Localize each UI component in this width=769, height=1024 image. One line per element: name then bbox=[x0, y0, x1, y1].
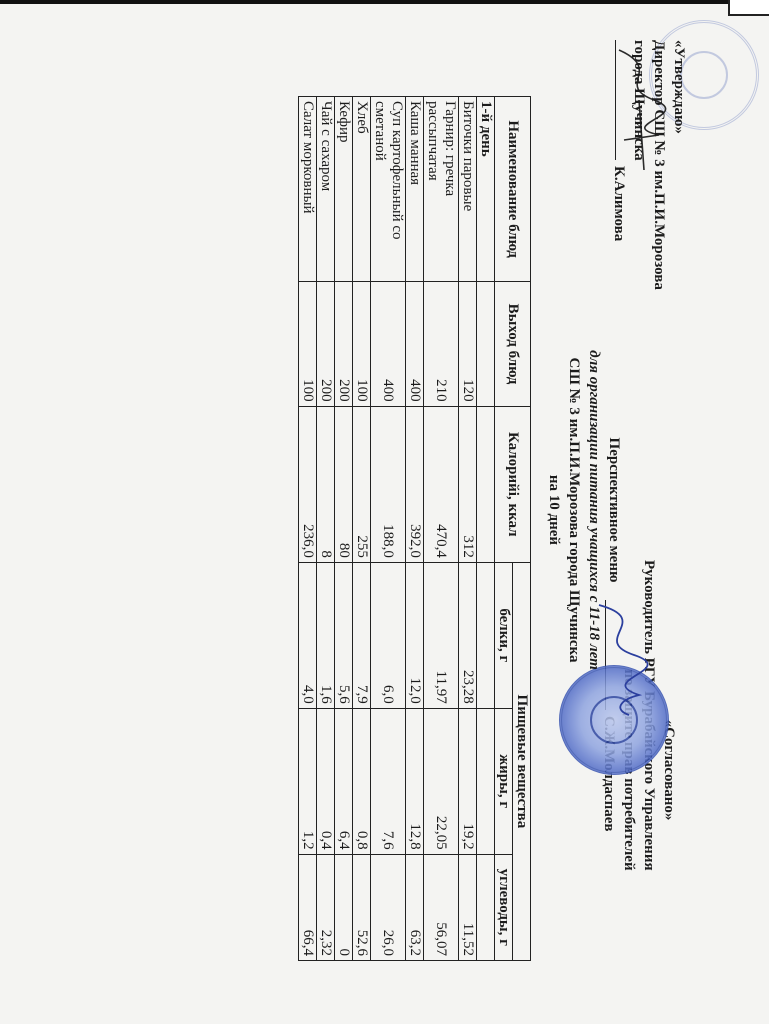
dish-proteins: 1,6 bbox=[317, 562, 335, 708]
dish-proteins: 5,6 bbox=[335, 562, 353, 708]
header-name: Наименование блюд bbox=[495, 97, 531, 282]
dish-carbs: 66,4 bbox=[299, 854, 317, 960]
dish-calories: 255 bbox=[353, 406, 371, 562]
dish-calories: 188,0 bbox=[371, 406, 406, 562]
dish-fats: 0,4 bbox=[317, 708, 335, 854]
dish-calories: 236,0 bbox=[299, 406, 317, 562]
menu-title-line4: на 10 дней bbox=[546, 474, 562, 546]
dish-calories: 392,0 bbox=[406, 406, 424, 562]
dish-carbs: 11,52 bbox=[459, 854, 477, 960]
dish-output: 100 bbox=[299, 282, 317, 406]
menu-title-line2: для организации питания учащихся с 11-18 лет bbox=[586, 350, 602, 670]
header-carbs: углеводы, г bbox=[495, 854, 513, 960]
approval-name: К.Алимова bbox=[611, 166, 627, 242]
dish-proteins: 11,97 bbox=[424, 562, 459, 708]
table-row bbox=[459, 97, 477, 961]
dish-name: Салат морковный bbox=[299, 97, 317, 282]
approval-position: Директор СШ № 3 им.П.И.Морозова bbox=[651, 40, 667, 290]
approval-heading: «Утверждаю» bbox=[671, 40, 687, 134]
dish-output: 100 bbox=[353, 282, 371, 406]
header-calories: Калорийі, ккал bbox=[495, 406, 531, 562]
approval-city: города Щучинска bbox=[631, 40, 647, 161]
dish-output: 210 bbox=[424, 282, 459, 406]
dish-proteins: 7,9 bbox=[353, 562, 371, 708]
table-row bbox=[371, 97, 406, 961]
dish-output: 400 bbox=[371, 282, 406, 406]
dish-name: Суп картофельный со сметаной bbox=[371, 97, 406, 282]
day-label: 1-й день bbox=[477, 97, 495, 282]
dish-output: 200 bbox=[335, 282, 353, 406]
dish-carbs: 26,0 bbox=[371, 854, 406, 960]
table-row bbox=[335, 97, 353, 961]
menu-table bbox=[298, 96, 531, 961]
dish-fats: 12,8 bbox=[406, 708, 424, 854]
dish-carbs: 52,6 bbox=[353, 854, 371, 960]
table-row bbox=[317, 97, 335, 961]
dish-proteins: 6,0 bbox=[371, 562, 406, 708]
dish-fats: 6,4 bbox=[335, 708, 353, 854]
dish-carbs: 56,07 bbox=[424, 854, 459, 960]
dish-name: Биточки паровые bbox=[459, 97, 477, 282]
menu-title-line3: СШ № 3 им.П.И.Морозова города Щучинска bbox=[566, 357, 582, 663]
dish-carbs: 0 bbox=[335, 854, 353, 960]
dish-calories: 470,4 bbox=[424, 406, 459, 562]
header-nutrients: Пищевые вещества bbox=[513, 562, 531, 960]
dish-fats: 1,2 bbox=[299, 708, 317, 854]
dish-proteins: 12,0 bbox=[406, 562, 424, 708]
dish-name: Хлеб bbox=[353, 97, 371, 282]
table-row bbox=[424, 97, 459, 961]
dish-calories: 312 bbox=[459, 406, 477, 562]
dish-name: Гарнир: гречка рассыпчатая bbox=[424, 97, 459, 282]
dish-fats: 19,2 bbox=[459, 708, 477, 854]
dish-proteins: 23,28 bbox=[459, 562, 477, 708]
dish-name: Чай с сахаром bbox=[317, 97, 335, 282]
dish-name: Кефир bbox=[335, 97, 353, 282]
table-row bbox=[353, 97, 371, 961]
dish-carbs: 63,2 bbox=[406, 854, 424, 960]
dish-fats: 0,8 bbox=[353, 708, 371, 854]
dish-output: 400 bbox=[406, 282, 424, 406]
table-row bbox=[406, 97, 424, 961]
table-row bbox=[299, 97, 317, 961]
dish-fats: 7,6 bbox=[371, 708, 406, 854]
header-fats: жиры, г bbox=[495, 708, 513, 854]
dish-calories: 8 bbox=[317, 406, 335, 562]
header-proteins: белки, г bbox=[495, 562, 513, 708]
day-row bbox=[477, 97, 495, 961]
agreement-heading: «Согласовано» bbox=[661, 719, 677, 821]
dish-output: 120 bbox=[459, 282, 477, 406]
dish-carbs: 2,32 bbox=[317, 854, 335, 960]
menu-title-line1: Перспективное меню bbox=[606, 437, 622, 583]
dish-output: 200 bbox=[317, 282, 335, 406]
dish-calories: 80 bbox=[335, 406, 353, 562]
dish-name: Каша манная bbox=[406, 97, 424, 282]
menu-title bbox=[544, 250, 624, 770]
header-output: Выход блюд bbox=[495, 282, 531, 406]
dish-proteins: 4,0 bbox=[299, 562, 317, 708]
dish-fats: 22,05 bbox=[424, 708, 459, 854]
